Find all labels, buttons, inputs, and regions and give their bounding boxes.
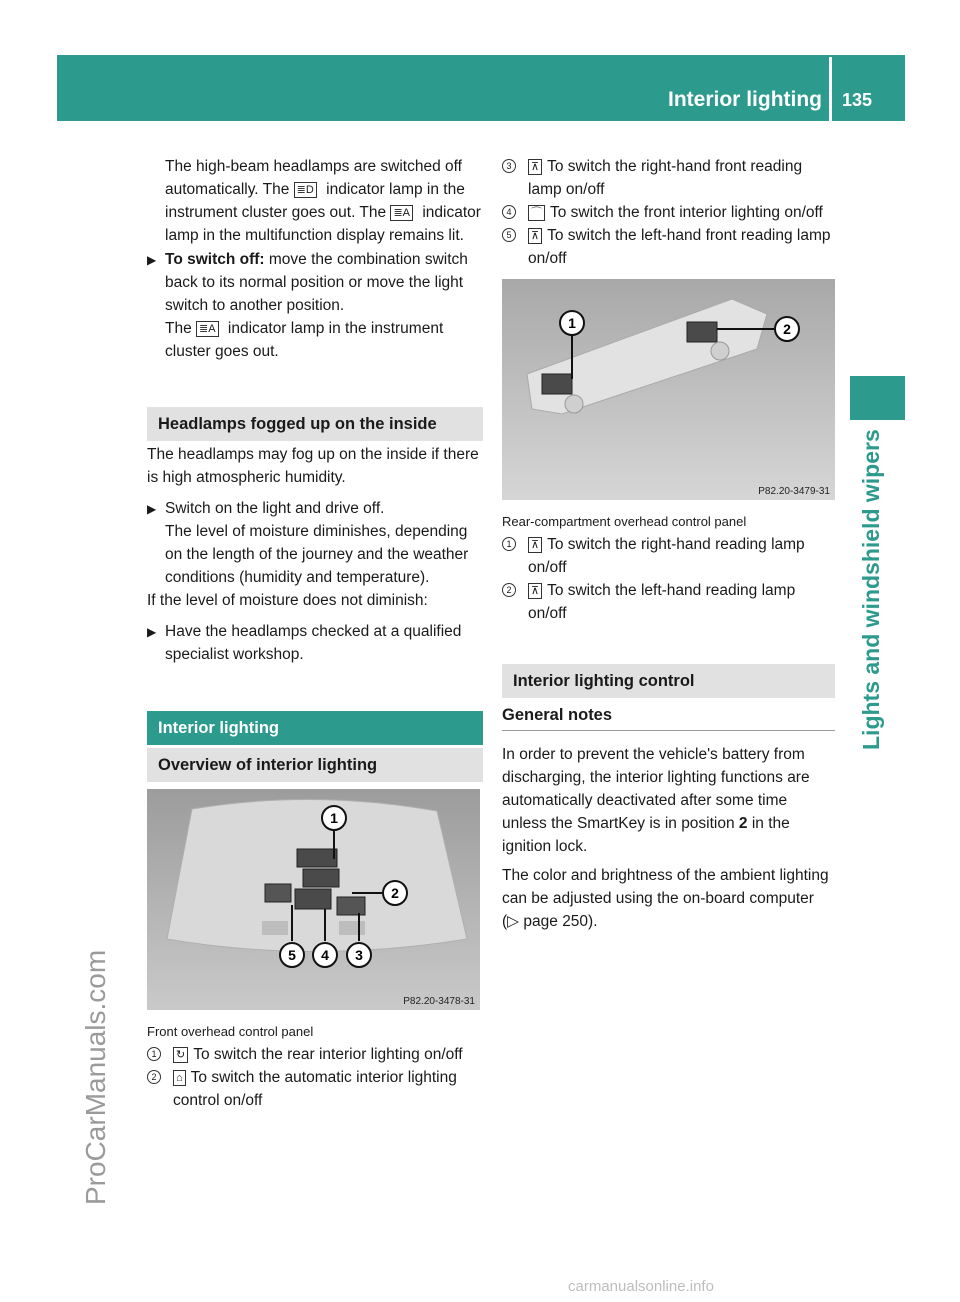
step-arrow-icon: ▶: [147, 502, 157, 516]
paragraph: The high-beam headlamps are switched off automatically. The ≣D indicator lamp in the instrument cluster goes out. The ≣A indicator lamp in the multifunction display remains lit.: [165, 158, 481, 244]
front-panel-photo: [147, 789, 480, 1010]
subheading-general-notes: General notes: [502, 704, 835, 731]
high-beam-indicator-icon: ≣D: [294, 182, 317, 198]
photo-code: P82.20-3478-31: [403, 996, 475, 1007]
caption: Front overhead control panel: [147, 1024, 314, 1039]
svg-text:1: 1: [568, 315, 576, 331]
svg-text:3: 3: [355, 947, 363, 963]
legend-item: 2 ⊼ To switch the left-hand reading lamp on/off: [502, 579, 835, 625]
reading-lamp-icon: ⊼: [528, 537, 542, 553]
legend-item: 3 ⊼ To switch the right-hand front reading lamp on/off: [502, 155, 835, 201]
caption: Rear-compartment overhead control panel: [502, 514, 747, 529]
side-tab-label: Lights and windshield wipers: [858, 429, 884, 750]
reading-lamp-icon: ⊼: [528, 159, 542, 175]
section-interior-lighting-control: Interior lighting control: [502, 664, 835, 698]
paragraph: If the level of moisture does not diminish:: [147, 592, 428, 609]
page-number: 135: [842, 90, 873, 110]
section-interior-lighting: Interior lighting: [147, 711, 483, 745]
step-have-checked: ▶ Have the headlamps checked at a qualified specialist workshop.: [147, 623, 462, 663]
legend-item: 4 ⌒ To switch the front interior lighting on/off: [502, 201, 835, 224]
paragraph: The headlamps may fog up on the inside if there is high atmospheric humidity.: [147, 446, 479, 486]
svg-text:1: 1: [330, 810, 338, 826]
adaptive-highbeam-icon: ≣A: [390, 205, 413, 221]
section-headlamps-fogged: Headlamps fogged up on the inside: [147, 407, 483, 441]
step-switch-on-light: ▶ Switch on the light and drive off. The level of moisture diminishes, depending on the length of the journey and the weather conditions (humidity and temperature).: [147, 500, 469, 586]
reading-lamp-icon: ⊼: [528, 583, 542, 599]
paragraph: The color and brightness of the ambient lighting can be adjusted using the on-board computer (▷ page 250).: [502, 867, 829, 930]
watermark: ProCarManuals.com: [80, 949, 111, 1205]
section-overview: Overview of interior lighting: [147, 748, 483, 782]
front-panel-illustration: [147, 789, 480, 1010]
left-column: [147, 155, 483, 1112]
svg-text:2: 2: [391, 885, 399, 901]
legend-item: 2 ⌂ To switch the automatic interior lighting control on/off: [147, 1066, 483, 1112]
rear-panel-illustration: [502, 279, 835, 500]
right-column: [502, 155, 835, 933]
legend-item: 1 ↻ To switch the rear interior lighting on/off: [147, 1043, 483, 1066]
page-ref-arrow-icon: ▷: [507, 913, 520, 930]
auto-light-icon: ⌂: [173, 1070, 186, 1086]
interior-light-icon: ⌒: [528, 205, 545, 221]
adaptive-highbeam-icon: ≣A: [196, 321, 219, 337]
reading-lamp-icon: ⊼: [528, 228, 542, 244]
svg-text:5: 5: [288, 947, 296, 963]
rear-panel-photo: [502, 279, 835, 500]
paragraph: In order to prevent the vehicle's battery from discharging, the interior lighting functions are automatically deactivated after some time unless the SmartKey is in position 2 in the ignition lock.: [502, 746, 810, 855]
photo-code: P82.20-3479-31: [758, 486, 830, 497]
page-title: Interior lighting: [668, 88, 822, 111]
step-to-switch-off: ▶ To switch off: move the combination switch back to its normal position or move the light switch to another position. The ≣A indicator lamp in the instrument cluster goes out.: [147, 251, 468, 360]
footer-watermark: carmanualsonline.info: [568, 1278, 714, 1295]
rear-light-icon: ↻: [173, 1047, 188, 1063]
legend-item: 1 ⊼ To switch the right-hand reading lamp on/off: [502, 533, 835, 579]
svg-text:2: 2: [783, 321, 791, 337]
svg-text:4: 4: [321, 947, 329, 963]
step-arrow-icon: ▶: [147, 253, 157, 267]
header-divider: [829, 57, 832, 121]
step-arrow-icon: ▶: [147, 625, 157, 639]
legend-item: 5 ⊼ To switch the left-hand front reading lamp on/off: [502, 224, 835, 270]
